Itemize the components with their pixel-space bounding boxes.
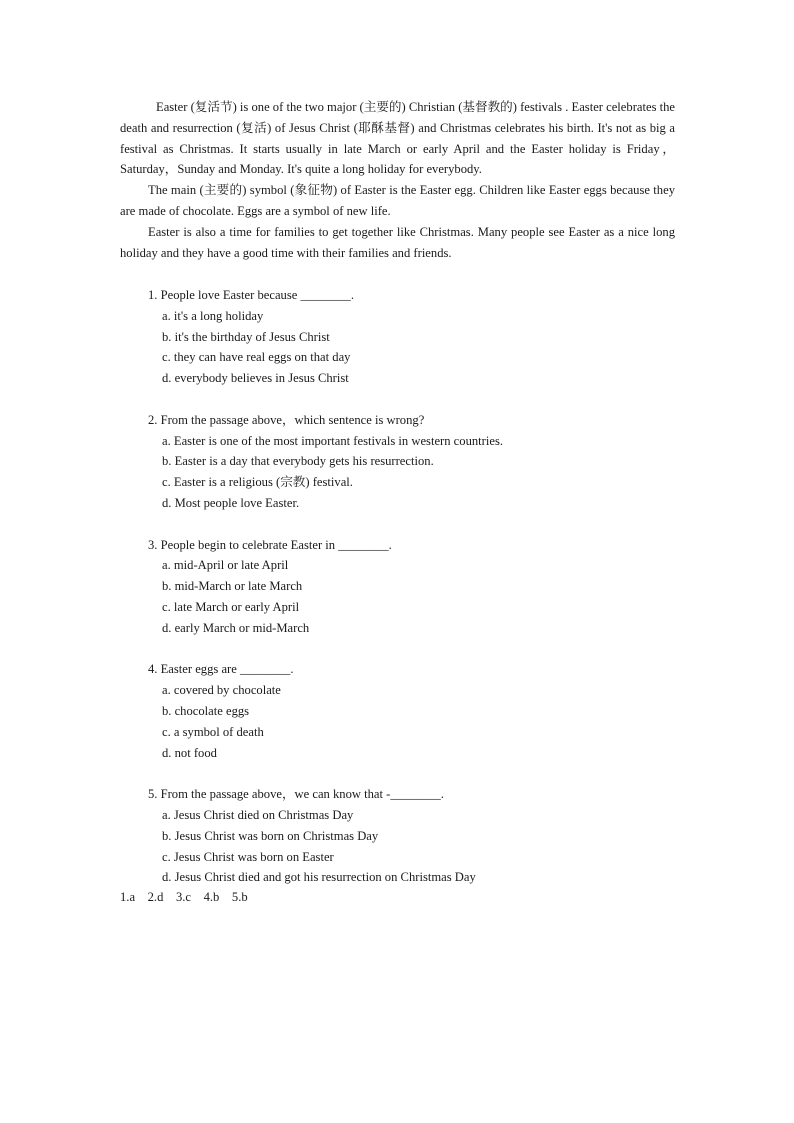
question-stem: 4. Easter eggs are ________.: [148, 662, 294, 677]
question-4: [148, 659, 688, 763]
question-3: [148, 535, 688, 639]
question-2: [148, 410, 688, 514]
answer-key: 1.a 2.d 3.c 4.b 5.b: [120, 890, 248, 904]
passage-paragraph-2: The main (主要的) symbol (象征物) of Easter is the Easter egg. Children like Easter eggs because they are made of chocolate. Eggs are a symbol of new life.: [120, 183, 675, 218]
option-a: a. it's a long holiday: [162, 308, 264, 323]
option-c: c. a symbol of death: [162, 724, 264, 739]
question-stem: 1. People love Easter because ________.: [148, 288, 354, 302]
question-5: [148, 784, 688, 888]
option-c: c. Easter is a religious (宗教) festival.: [162, 475, 353, 490]
question-list: [148, 285, 688, 888]
option-a: a. Jesus Christ died on Christmas Day: [162, 807, 354, 822]
option-d: d. not food: [162, 745, 217, 760]
option-b: b. chocolate eggs: [162, 703, 250, 718]
option-d: d. everybody believes in Jesus Christ: [162, 371, 349, 386]
option-list: [148, 805, 688, 888]
option-c: c. they can have real eggs on that day: [162, 350, 351, 365]
option-d: d. Most people love Easter.: [162, 495, 300, 510]
passage-paragraph-3: Easter is also a time for families to get together like Christmas. Many people see Easter as a nice long holiday and they have a good time with their families and friends.: [120, 224, 675, 260]
option-b: b. Easter is a day that everybody gets his resurrection.: [162, 454, 434, 469]
option-d: d. Jesus Christ died and got his resurrection on Christmas Day: [162, 870, 476, 885]
option-list: [148, 431, 688, 514]
option-b: b. Jesus Christ was born on Christmas Day: [162, 828, 379, 843]
option-a: a. Easter is one of the most important festivals in western countries.: [162, 433, 503, 448]
option-a: a. mid-April or late April: [162, 558, 289, 573]
option-list: [148, 555, 688, 638]
option-b: b. mid-March or late March: [162, 579, 303, 594]
option-c: c. Jesus Christ was born on Easter: [162, 849, 334, 864]
passage-paragraph-1: Easter (复活节) is one of the two major (主要的) Christian (基督教的) festivals . Easter celebrates the death and resurrection (复活) of Jesus Christ (耶酥基督) and Christmas celebrates his birth. It's not as big a festival as Christmas. It starts usually in late March or early April and the Easter holiday is Friday，Saturday，Sunday and Monday. It's quite a long holiday for everybody.: [120, 100, 676, 177]
question-stem: 5. From the passage above，we can know that -________.: [148, 787, 444, 802]
question-stem: 2. From the passage above，which sentence is wrong?: [148, 412, 425, 427]
option-c: c. late March or early April: [162, 599, 300, 614]
option-a: a. covered by chocolate: [162, 683, 281, 698]
reading-passage: [120, 97, 675, 263]
option-d: d. early March or mid-March: [162, 620, 310, 635]
question-1: [148, 285, 688, 389]
question-stem: 3. People begin to celebrate Easter in ________.: [148, 537, 392, 552]
option-list: [148, 306, 688, 389]
option-list: [148, 680, 688, 763]
option-b: b. it's the birthday of Jesus Christ: [162, 329, 330, 344]
